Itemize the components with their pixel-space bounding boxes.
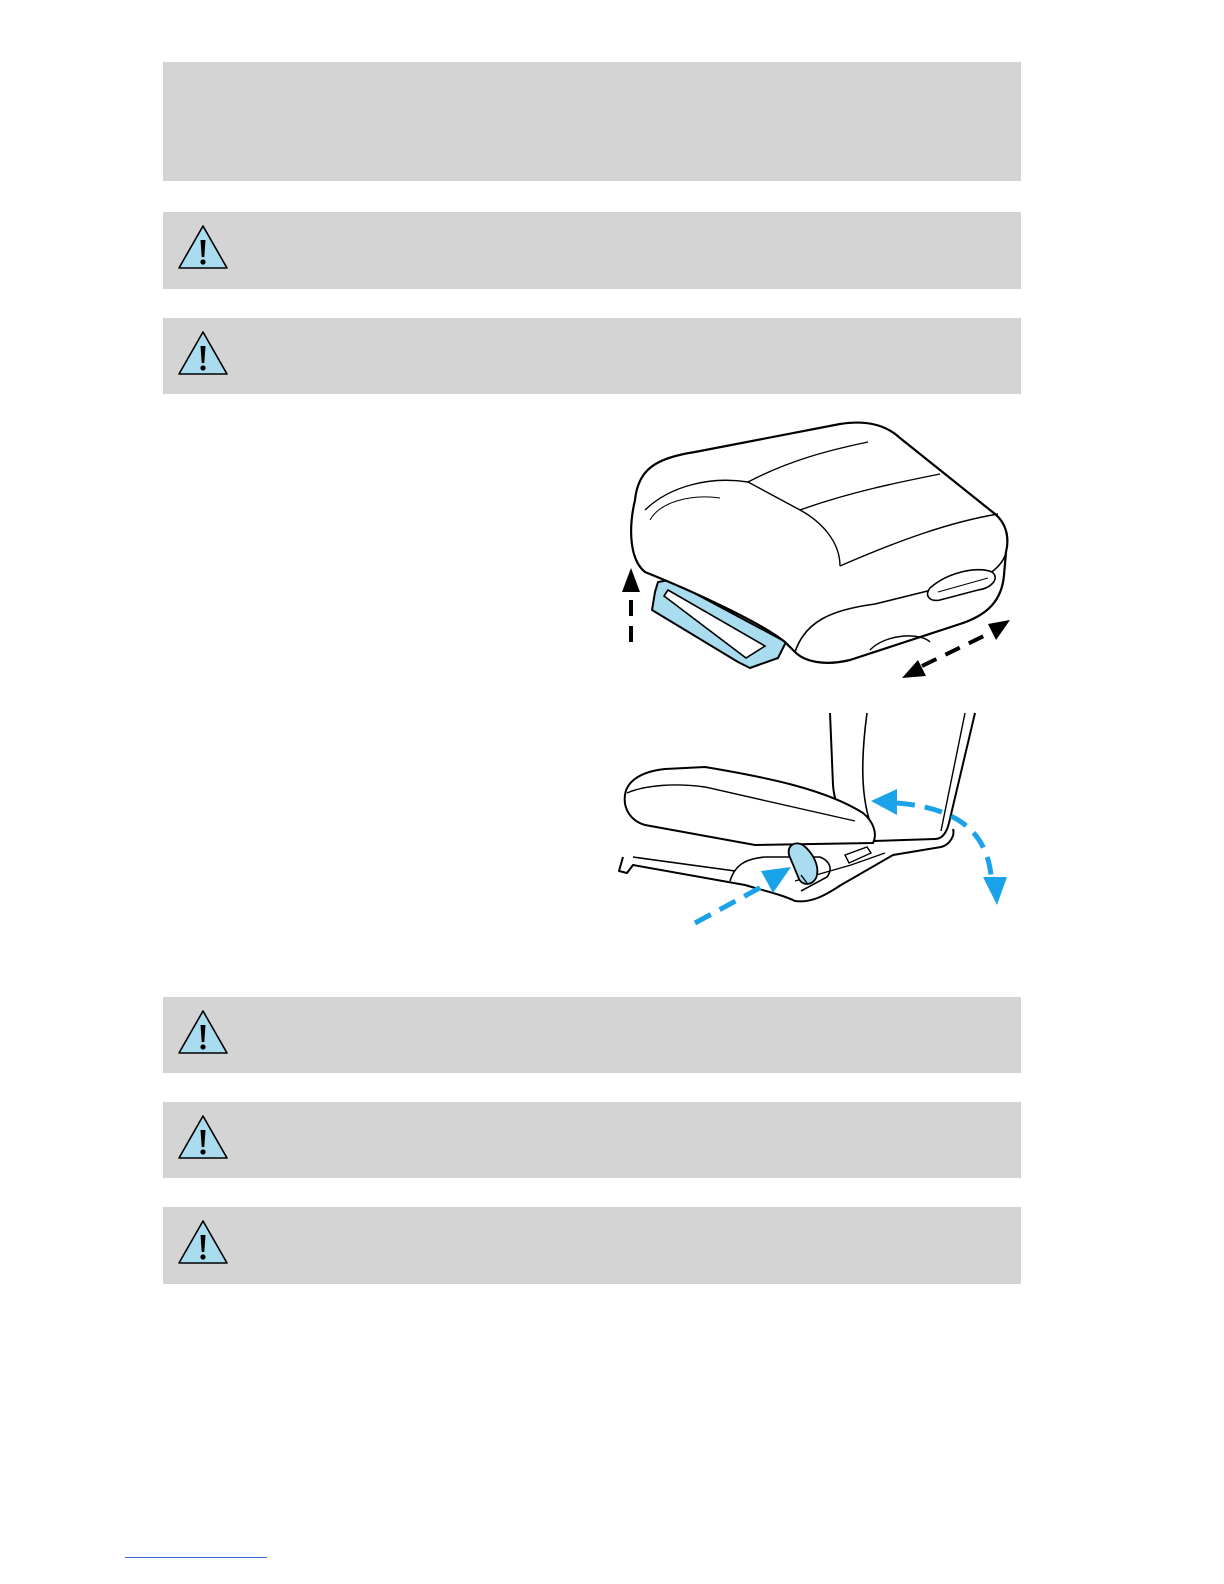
warning-triangle-icon — [176, 223, 230, 271]
warning-box-4 — [163, 1102, 1021, 1178]
up-arrow-icon — [622, 568, 640, 642]
warning-box-5 — [163, 1207, 1021, 1284]
warning-triangle-icon — [176, 1113, 230, 1161]
warning-box-2 — [163, 318, 1021, 394]
warning-triangle-icon — [176, 329, 230, 377]
warning-triangle-icon — [176, 1008, 230, 1056]
warning-triangle-icon — [176, 1218, 230, 1266]
seatback-recline-illustration — [605, 705, 1030, 935]
footer-link-underline[interactable] — [125, 1557, 267, 1558]
seat-cushion-illustration — [600, 410, 1020, 690]
warning-box-3 — [163, 997, 1021, 1073]
notice-box — [163, 62, 1021, 181]
warning-box-1 — [163, 212, 1021, 289]
